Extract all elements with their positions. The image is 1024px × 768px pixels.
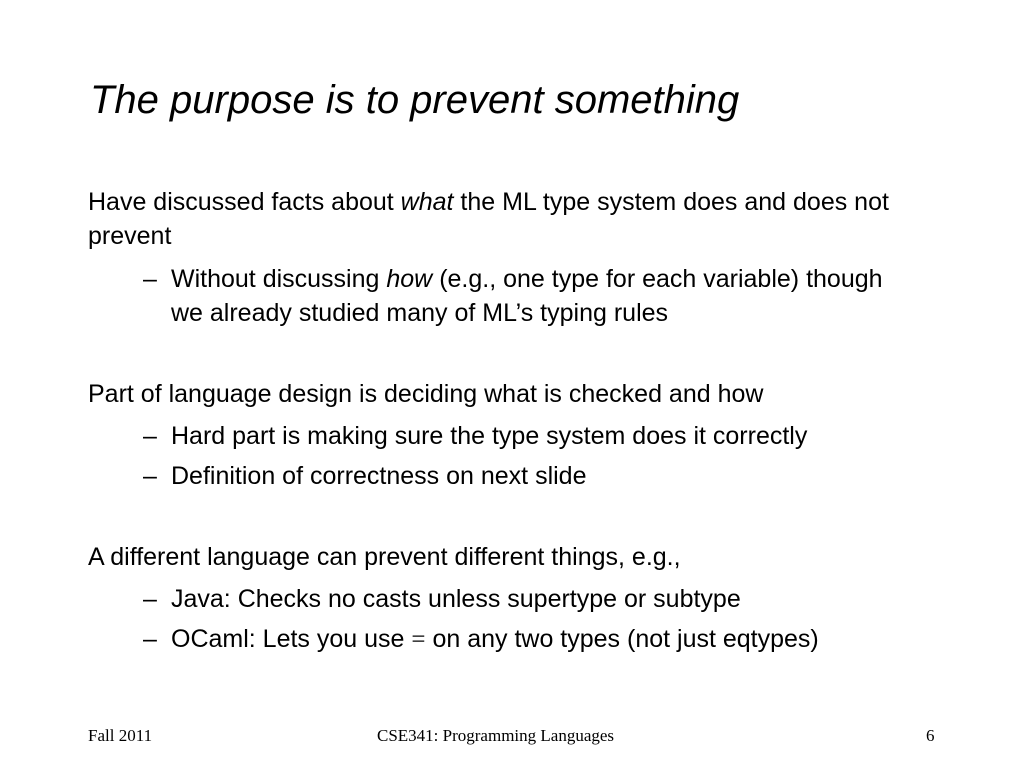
footer-left: Fall 2011 bbox=[88, 726, 153, 745]
sub-bullet-2-1 bbox=[143, 419, 913, 453]
sub-bullet-3-2-post: on any two types (not just eqtypes) bbox=[425, 625, 819, 653]
sub-bullet-1-1-emphasis: how bbox=[386, 265, 433, 293]
sub-bullet-3-2 bbox=[143, 622, 913, 657]
dash-marker: – bbox=[143, 585, 157, 613]
bullet-1-pre: Have discussed facts about bbox=[88, 188, 401, 216]
sub-bullet-2-2-text: Definition of correctness on next slide bbox=[171, 462, 587, 490]
bullet-1 bbox=[88, 185, 908, 253]
dash-marker: – bbox=[143, 422, 157, 450]
sub-bullet-3-1-text: Java: Checks no casts unless supertype or subtype bbox=[171, 585, 741, 613]
slide-title: The purpose is to prevent something bbox=[90, 78, 740, 122]
bullet-2: Part of language design is deciding what is checked and how bbox=[88, 380, 764, 408]
sub-bullet-text bbox=[171, 262, 913, 330]
sub-bullet-2-2 bbox=[143, 459, 913, 493]
dash-marker: – bbox=[143, 462, 157, 490]
bullet-3: A different language can prevent different things, e.g., bbox=[88, 543, 681, 571]
footer-center: CSE341: Programming Languages bbox=[377, 726, 615, 745]
bullet-1-emphasis: what bbox=[400, 188, 454, 216]
sub-bullet-3-2-text bbox=[171, 622, 913, 657]
bullet-1-post: the ML type system does and does not prevent bbox=[88, 188, 889, 250]
slide-number: 6 bbox=[926, 726, 935, 745]
sub-bullet-3-1 bbox=[143, 582, 913, 616]
equals-operator: = bbox=[411, 626, 426, 653]
sub-bullet-1-1-post: (e.g., one type for each variable) though we already studied many of ML’s typing rules bbox=[171, 265, 883, 327]
sub-bullet-1-1 bbox=[143, 262, 913, 330]
sub-bullet-2-1-text: Hard part is making sure the type system does it correctly bbox=[171, 422, 808, 450]
sub-bullet-1-1-pre: Without discussing bbox=[171, 265, 387, 293]
dash-marker: – bbox=[143, 265, 157, 293]
dash-marker: – bbox=[143, 625, 157, 653]
sub-bullet-3-2-pre: OCaml: Lets you use bbox=[171, 625, 412, 653]
